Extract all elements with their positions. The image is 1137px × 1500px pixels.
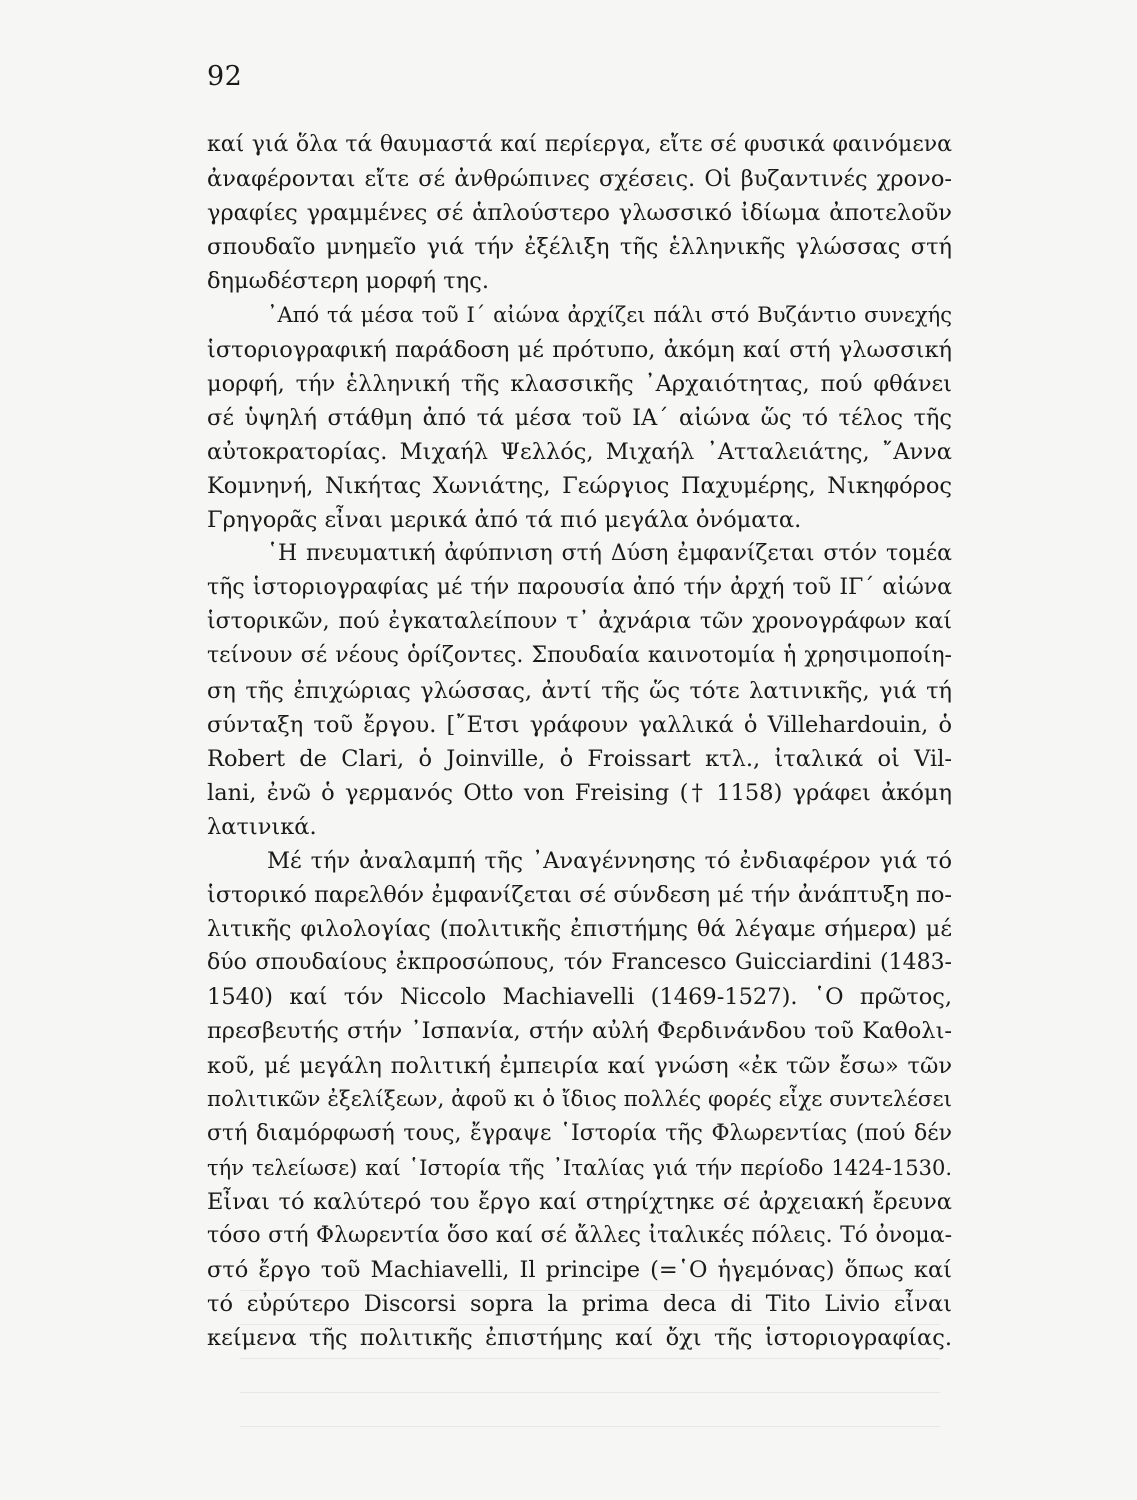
text-line: Γρηγορᾶς εἶναι μερικά ἀπό τά πιό μεγάλα ὀνόματα.	[207, 507, 802, 534]
text-line: τείνουν σέ νέους ὁρίζοντες. Σπουδαία καινοτομία ἡ χρησιμοποίη-	[207, 643, 952, 669]
text-line: αὐτοκρατορίας. Μιχαήλ Ψελλός, Μιχαήλ ᾿Ατταλειάτης, ῎Αννα	[207, 438, 952, 465]
text-line: στό ἔργο τοῦ Machiavelli, Il principe (=῾Ο ἡγεμόνας) ὅπως καί	[207, 1257, 952, 1284]
text-line: δύο σπουδαίους ἐκπροσώπους, τόν Francesco Guicciardini (1483-	[207, 950, 952, 976]
text-line: κοῦ, μέ μεγάλη πολιτική ἐμπειρία καί γνώση «ἐκ τῶν ἔσω» τῶν	[207, 1052, 952, 1079]
text-line: Robert de Clari, ὁ Joinville, ὁ Froissart κτλ., ἰταλικά οἱ Vil-	[207, 745, 952, 772]
text-line: μορφή, τήν ἑλληνική τῆς κλασσικῆς ᾿Αρχαιότητας, πού φθάνει	[207, 370, 952, 397]
text-line: ση τῆς ἐπιχώριας γλώσσας, ἀντί τῆς ὥς τότε λατινικῆς, γιά τή	[207, 677, 952, 704]
text-line: στή διαμόρφωσή τους, ἔγραψε ῾Ιστορία τῆς Φλωρεντίας (πού δέν	[207, 1120, 952, 1146]
text-line: σπουδαῖο μνημεῖο γιά τήν ἐξέλιξη τῆς ἑλληνικῆς γλώσσας στή	[207, 234, 952, 261]
text-line: πολιτικῶν ἐξελίξεων, ἀφοῦ κι ὁ ἴδιος πολλές φορές εἶχε συντελέσει	[207, 1086, 953, 1112]
text-line: πρεσβευτής στήν ᾿Ισπανία, στήν αὐλή Φερδινάνδου τοῦ Καθολι-	[207, 1018, 952, 1045]
text-line: δημωδέστερη μορφή της.	[207, 268, 489, 295]
text-line: lani, ἐνῶ ὁ γερμανός Otto von Freising († 1158) γράφει ἀκόμη	[207, 779, 952, 806]
text-line: καί γιά ὅλα τά θαυμαστά καί περίεργα, εἴτε σέ φυσικά φαινόμενα	[207, 132, 952, 157]
text-line: Μέ τήν ἀναλαμπή τῆς ᾿Αναγέννησης τό ἐνδιαφέρον γιά τό	[267, 847, 952, 874]
text-line: τό εὐρύτερο Discorsi sopra la prima deca di Tito Livio εἶναι	[207, 1291, 952, 1318]
text-line: Εἶναι τό καλύτερό του ἔργο καί στηρίχτηκε σέ ἀρχειακή ἔρευνα	[207, 1188, 952, 1215]
text-line: ἀναφέρονται εἴτε σέ ἀνθρώπινες σχέσεις. Οἱ βυζαντινές χρονο-	[207, 166, 952, 193]
text-line: ᾿Από τά μέσα τοῦ Ι΄ αἰώνα ἀρχίζει πάλι στό Βυζάντιο συνεχής	[267, 303, 952, 328]
page-number: 92	[207, 61, 243, 92]
body-text	[207, 128, 952, 1355]
text-line: ἱστορικό παρελθόν ἐμφανίζεται σέ σύνδεση μέ τήν ἀνάπτυξη πο-	[207, 882, 952, 909]
text-line: τόσο στή Φλωρεντία ὅσο καί σέ ἄλλες ἰταλικές πόλεις. Τό ὀνομα-	[207, 1223, 952, 1248]
text-line: σύνταξη τοῦ ἔργου. [῎Ετσι γράφουν γαλλικά ὁ Villehardouin, ὁ	[207, 711, 952, 738]
text-line: σέ ὑψηλή στάθμη ἀπό τά μέσα τοῦ ΙΑ΄ αἰώνα ὥς τό τέλος τῆς	[207, 404, 952, 431]
text-line: τήν τελείωσε) καί ῾Ιστορία τῆς ᾿Ιταλίας γιά τήν περίοδο 1424-1530.	[207, 1155, 952, 1180]
text-line: γραφίες γραμμένες σέ ἁπλούστερο γλωσσικό ἰδίωμα ἀποτελοῦν	[207, 200, 952, 227]
text-line: ἱστορικῶν, πού ἐγκαταλείπουν τ᾿ ἀχνάρια τῶν χρονογράφων καί	[207, 609, 952, 635]
text-line: ῾Η πνευματική ἀφύπνιση στή Δύση ἐμφανίζεται στόν τομέα	[267, 541, 952, 567]
text-line: λιτικῆς φιλολογίας (πολιτικῆς ἐπιστήμης θά λέγαμε σήμερα) μέ	[207, 916, 952, 943]
text-line: 1540) καί τόν Niccolo Machiavelli (1469-1527). ῾Ο πρῶτος,	[207, 984, 952, 1011]
text-line: Κομνηνή, Νικήτας Χωνιάτης, Γεώργιος Παχυμέρης, Νικηφόρος	[207, 472, 952, 499]
text-line: κείμενα τῆς πολιτικῆς ἐπιστήμης καί ὄχι τῆς ἱστοριογραφίας.	[207, 1325, 952, 1352]
text-line: τῆς ἱστοριογραφίας μέ τήν παρουσία ἀπό τήν ἀρχή τοῦ ΙΓ΄ αἰώνα	[207, 575, 952, 601]
text-line: λατινικά.	[207, 813, 317, 840]
text-line: ἱστοριογραφική παράδοση μέ πρότυπο, ἀκόμη καί στή γλωσσική	[207, 336, 952, 363]
